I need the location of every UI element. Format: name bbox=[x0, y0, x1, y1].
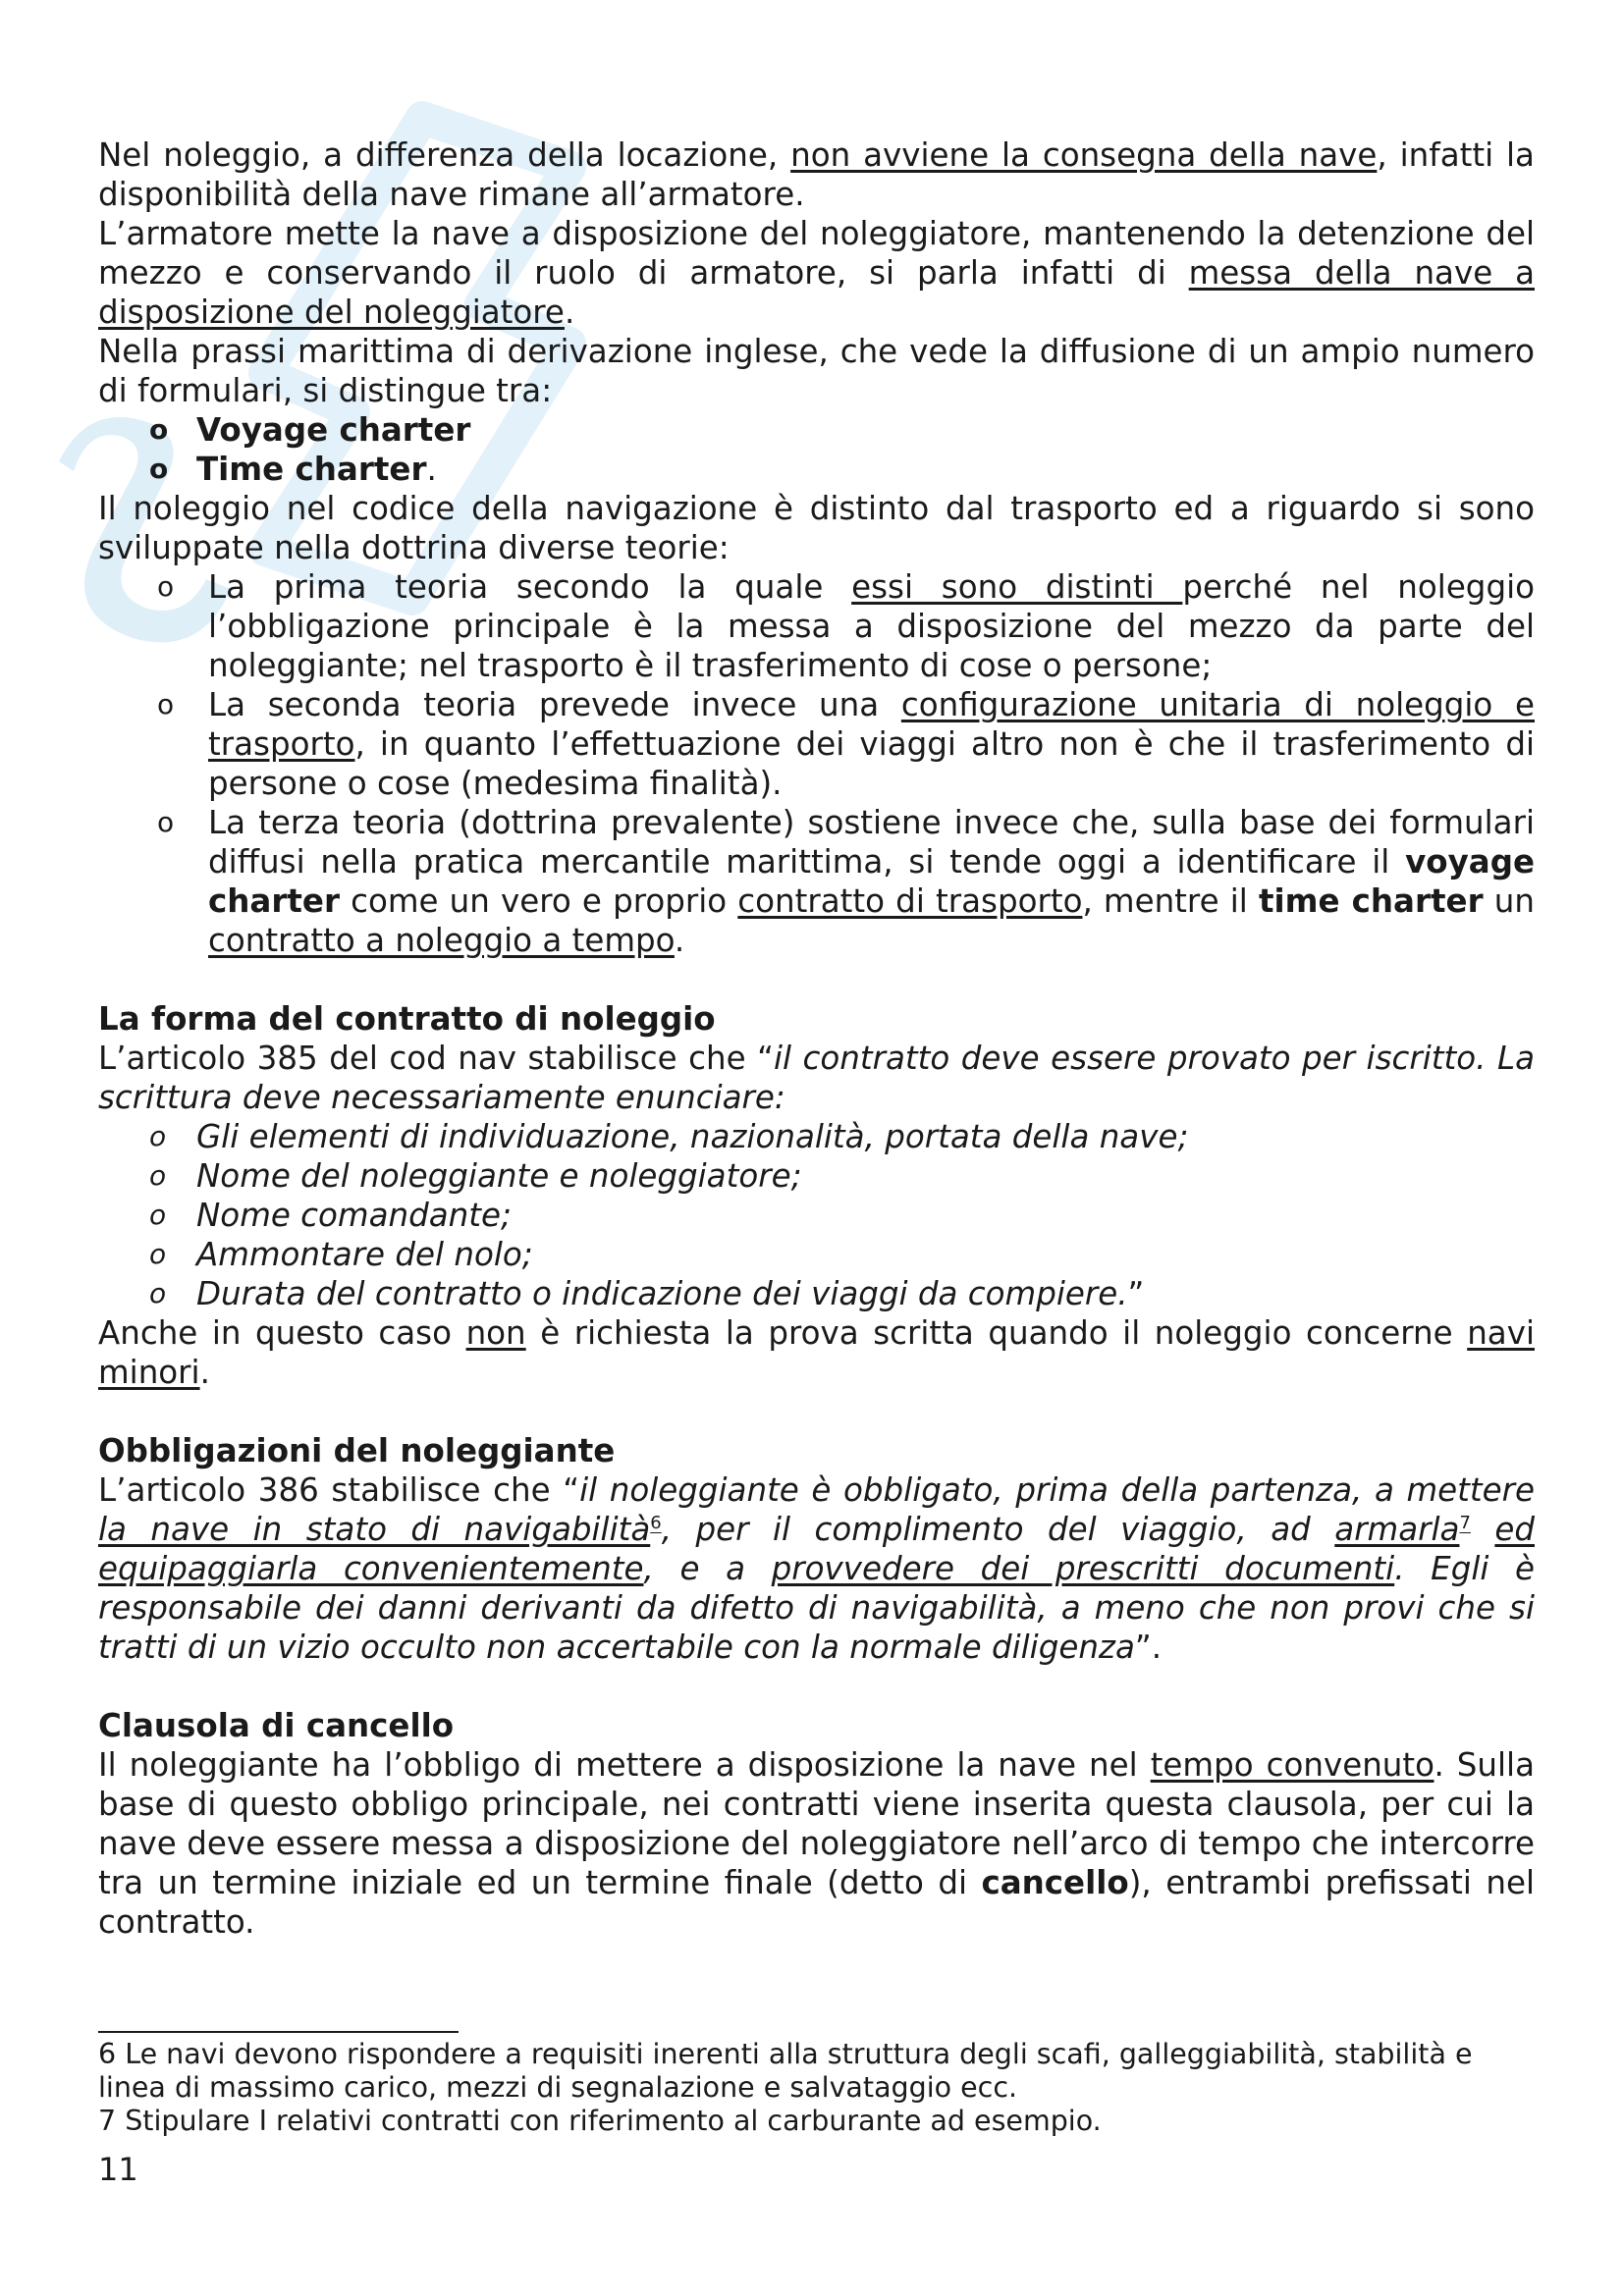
footnote-7: 7 Stipulare I relativi contratti con riferimento al carburante ad esempio. bbox=[98, 2105, 1102, 2137]
paragraph-cancello: Il noleggiante ha l’obbligo di mettere a disposizione la nave nel tempo convenuto. Sulla base di questo obbligo principale, nei contratti viene inserita questa clausola, per cui la nave deve essere messa a disposizione del noleggiatore nell’arco di tempo che intercorre tra un termine iniziale ed un termine finale (detto di cancello), entrambi prefissati nel contratto. bbox=[98, 1746, 1535, 1941]
art-385-list bbox=[98, 1117, 1535, 1313]
list-item: o Time charter. bbox=[149, 451, 437, 488]
paragraph-prassi: Nella prassi marittima di derivazione inglese, che vede la diffusione di un ampio numero di formulari, si distingue tra: bbox=[98, 333, 1535, 409]
footnotes bbox=[98, 2038, 1535, 2138]
list-item: o La terza teoria (dottrina prevalente) sostiene invece che, sulla base dei formulari diffusi nella pratica mercantile marittima, si tende oggi a identificare il voyage charter come un vero e proprio contratto di trasporto, mentre il time charter un contratto a noleggio a tempo. bbox=[157, 804, 1535, 959]
list-item: o Gli elementi di individuazione, nazionalità, portata della nave; bbox=[149, 1118, 1189, 1155]
paragraph-art-386: L’articolo 386 stabilisce che “il noleggiante è obbligato, prima della partenza, a mettere la nave in stato di navigabilità$^6$, per il complimento del viaggio, ad armarla$^7$ ed equipaggiarla convenientemente, e a provvedere dei prescritti documenti. Egli è responsabile dei danni derivanti da difetto di navigabilità, a meno che non provi che si tratti di un vizio occulto non accertabile con la normale diligenza”. bbox=[98, 1471, 1536, 1666]
footnote-ref-7[interactable]: 7 bbox=[1459, 1513, 1471, 1533]
paragraph-noleggio-intro: Nel noleggio, a differenza della locazione, non avviene la consegna della nave, infatti la disponibilità della nave rimane all’armatore. bbox=[98, 136, 1535, 213]
spacer bbox=[98, 1667, 1535, 1706]
document-body bbox=[98, 135, 1535, 1942]
bullet-o-icon: o bbox=[149, 453, 169, 485]
bullet-o-icon: o bbox=[157, 688, 175, 721]
paragraph-teorie: Il noleggio nel codice della navigazione è distinto dal trasporto ed a riguardo si sono sviluppate nella dottrina diverse teorie: bbox=[98, 490, 1535, 566]
charter-types-list bbox=[98, 410, 1535, 489]
list-item: o La prima teoria secondo la quale essi sono distinti perché nel noleggio l’obbligazione principale è la messa a disposizione del mezzo da parte del noleggiante; nel trasporto è il trasferimento di cose o persone; bbox=[157, 568, 1535, 684]
bullet-o-icon: o bbox=[157, 806, 175, 838]
theories-list bbox=[98, 567, 1535, 960]
bullet-o-icon: o bbox=[149, 1277, 167, 1309]
bullet-o-icon: o bbox=[149, 1120, 167, 1152]
list-item: o Voyage charter bbox=[149, 411, 471, 449]
paragraph-navi-minori: Anche in questo caso non è richiesta la prova scritta quando il noleggio concerne navi minori. bbox=[98, 1314, 1535, 1391]
footnote-6: 6 Le navi devono rispondere a requisiti inerenti alla struttura degli scafi, galleggiabilità, stabilità e linea di massimo carico, mezzi di segnalazione e salvataggio ecc. bbox=[98, 2038, 1473, 2104]
spacer bbox=[98, 1392, 1535, 1431]
heading-clausola-cancello: Clausola di cancello bbox=[98, 1707, 455, 1744]
bullet-o-icon: o bbox=[149, 1238, 167, 1270]
list-item: o Ammontare del nolo; bbox=[149, 1236, 533, 1273]
paragraph-art-385: L’articolo 385 del cod nav stabilisce che “il contratto deve essere provato per iscritto. La scrittura deve necessariamente enunciare: bbox=[98, 1040, 1535, 1116]
bullet-o-icon: o bbox=[157, 570, 175, 603]
page-number: 11 bbox=[98, 2151, 138, 2188]
bullet-o-icon: o bbox=[149, 413, 169, 446]
list-item: o Nome del noleggiante e noleggiatore; bbox=[149, 1157, 802, 1195]
bullet-o-icon: o bbox=[149, 1159, 167, 1192]
footnote-ref-6[interactable]: 6 bbox=[650, 1513, 662, 1533]
paragraph-armatore: L’armatore mette la nave a disposizione del noleggiatore, mantenendo la detenzione del mezzo e conservando il ruolo di armatore, si parla infatti di messa della nave a disposizione del noleggiatore. bbox=[98, 215, 1535, 331]
list-item: o La seconda teoria prevede invece una configurazione unitaria di noleggio e trasporto, in quanto l’effettuazione dei viaggi altro non è che il trasferimento di persone o cose (medesima finalità). bbox=[157, 686, 1535, 802]
heading-obbligazioni: Obbligazioni del noleggiante bbox=[98, 1432, 616, 1469]
footnote-separator bbox=[98, 2031, 459, 2033]
bullet-o-icon: o bbox=[149, 1199, 167, 1231]
spacer bbox=[98, 960, 1535, 999]
list-item: o Nome comandante; bbox=[149, 1197, 512, 1234]
heading-forma-contratto: La forma del contratto di noleggio bbox=[98, 1000, 716, 1038]
list-item: o Durata del contratto o indicazione dei viaggi da compiere.” bbox=[149, 1275, 1145, 1312]
